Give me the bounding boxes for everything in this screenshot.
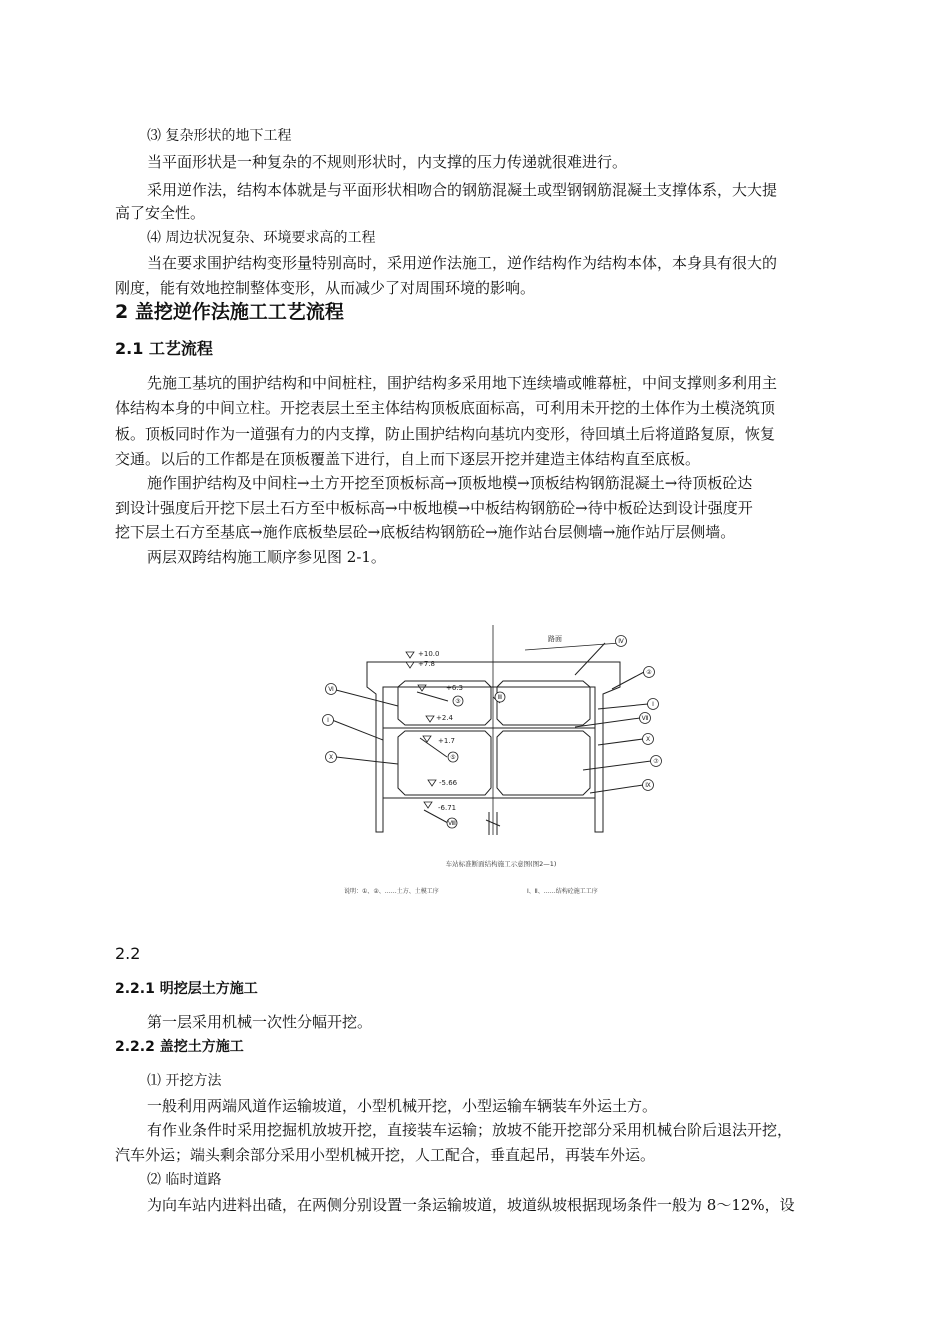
paragraph: 体结构本身的中间立柱。开挖表层土至主体结构顶板底面标高，可利用未开挖的土体作为土模浇筑顶	[115, 399, 776, 417]
marker-right-2: Ⅰ	[652, 701, 654, 708]
paragraph: 先施工基坑的围护结构和中间桩柱，围护结构多采用地下连续墙或帷幕桩，中间支撑则多利用主	[147, 374, 778, 392]
marker-inner-0: ③	[455, 698, 461, 705]
marker-right-0: Ⅳ	[618, 638, 624, 645]
marker-left-2: Ⅹ	[328, 754, 334, 761]
list-item-4: ⑷ 周边状况复杂、环境要求高的工程	[147, 230, 376, 246]
marker-right-4: Ⅹ	[645, 736, 651, 743]
elevation-label: +2.4	[436, 714, 453, 722]
paragraph: 高了安全性。	[115, 204, 206, 222]
marker-left-1: Ⅰ	[327, 717, 329, 724]
paragraph: 第一层采用机械一次性分幅开挖。	[147, 1013, 373, 1031]
section-number: 2.2	[115, 944, 141, 963]
paragraph: 为向车站内进料出碴，在两侧分别设置一条运输坡道，坡道纵坡根据现场条件一般为 8～12%，设	[147, 1196, 795, 1214]
marker-inner-3: Ⅷ	[448, 820, 456, 827]
list-item-3: ⑶ 复杂形状的地下工程	[147, 128, 292, 144]
elevation-label: -6.71	[438, 804, 457, 812]
marker-right-6: Ⅸ	[645, 782, 651, 789]
paragraph: 两层双跨结构施工顺序参见图 2-1。	[147, 548, 386, 566]
paragraph: 施作围护结构及中间柱→土方开挖至顶板标高→顶板地模→顶板结构钢筋混凝土→待顶板砼达	[147, 474, 753, 492]
subsection-title: 2.1 工艺流程	[115, 339, 213, 358]
figure-legend-left: 说明：①、②、……土方、土模工序	[344, 888, 439, 895]
subsection-title: 2.2.1 明挖层土方施工	[115, 981, 258, 997]
paragraph: 板。顶板同时作为一道强有力的内支撑，防止围护结构向基坑内变形，待回填土后将道路复原，恢复	[115, 425, 776, 443]
marker-inner-2: ⑤	[450, 754, 456, 761]
paragraph: 刚度，能有效地控制整体变形，从而减少了对周围环境的影响。	[115, 279, 536, 297]
paragraph: 有作业条件时采用挖掘机放坡开挖，直接装车运输；放坡不能开挖部分采用机械台阶后退法开挖，	[147, 1121, 793, 1139]
paragraph: 汽车外运；端头剩余部分采用小型机械开挖，人工配合，垂直起吊，再装车外运。	[115, 1146, 656, 1164]
section-title: 2 盖挖逆作法施工工艺流程	[115, 301, 344, 323]
elevation-label: +7.8	[418, 660, 435, 668]
elevation-label: +10.0	[418, 650, 440, 658]
marker-right-1: ②	[646, 669, 652, 676]
elevation-label: -5.66	[439, 779, 458, 787]
list-item-1: ⑴ 开挖方法	[147, 1073, 222, 1089]
paragraph: 到设计强度后开挖下层土石方至中板标高→中板地模→中板结构钢筋砼→待中板砼达到设计强度开	[115, 499, 753, 517]
paragraph: 交通。以后的工作都是在顶板覆盖下进行，自上而下逐层开挖并建造主体结构直至底板。	[115, 450, 701, 468]
paragraph: 当在要求围护结构变形量特别高时，采用逆作法施工，逆作结构作为结构本体，本身具有很大的	[147, 254, 778, 272]
list-item-2: ⑵ 临时道路	[147, 1172, 222, 1188]
paragraph: 一般利用两端风道作运输坡道，小型机械开挖，小型运输车辆装车外运土方。	[147, 1097, 658, 1115]
figure-legend-right: Ⅰ、Ⅱ、……结构砼施工工序	[527, 888, 598, 895]
marker-right-3: Ⅶ	[641, 715, 649, 722]
paragraph: 当平面形状是一种复杂的不规则形状时，内支撑的压力传递就很难进行。	[147, 153, 628, 171]
marker-left-0: Ⅵ	[328, 686, 334, 693]
figure-caption: 车站标准断面结构施工示意图(图2—1)	[445, 860, 557, 868]
paragraph: 挖下层土石方至基底→施作底板垫层砼→底板结构钢筋砼→施作站台层侧墙→施作站厅层侧墙。	[115, 523, 736, 541]
marker-right-5: ⑦	[653, 758, 659, 765]
elevation-label: +1.7	[438, 737, 455, 745]
road-label: 路面	[548, 635, 562, 643]
elevation-label: +6.3	[446, 684, 463, 692]
paragraph: 采用逆作法，结构本体就是与平面形状相吻合的钢筋混凝土或型钢钢筋混凝土支撑体系，大大提	[147, 181, 778, 199]
subsection-title: 2.2.2 盖挖土方施工	[115, 1039, 244, 1055]
marker-inner-1: Ⅲ	[497, 694, 503, 701]
